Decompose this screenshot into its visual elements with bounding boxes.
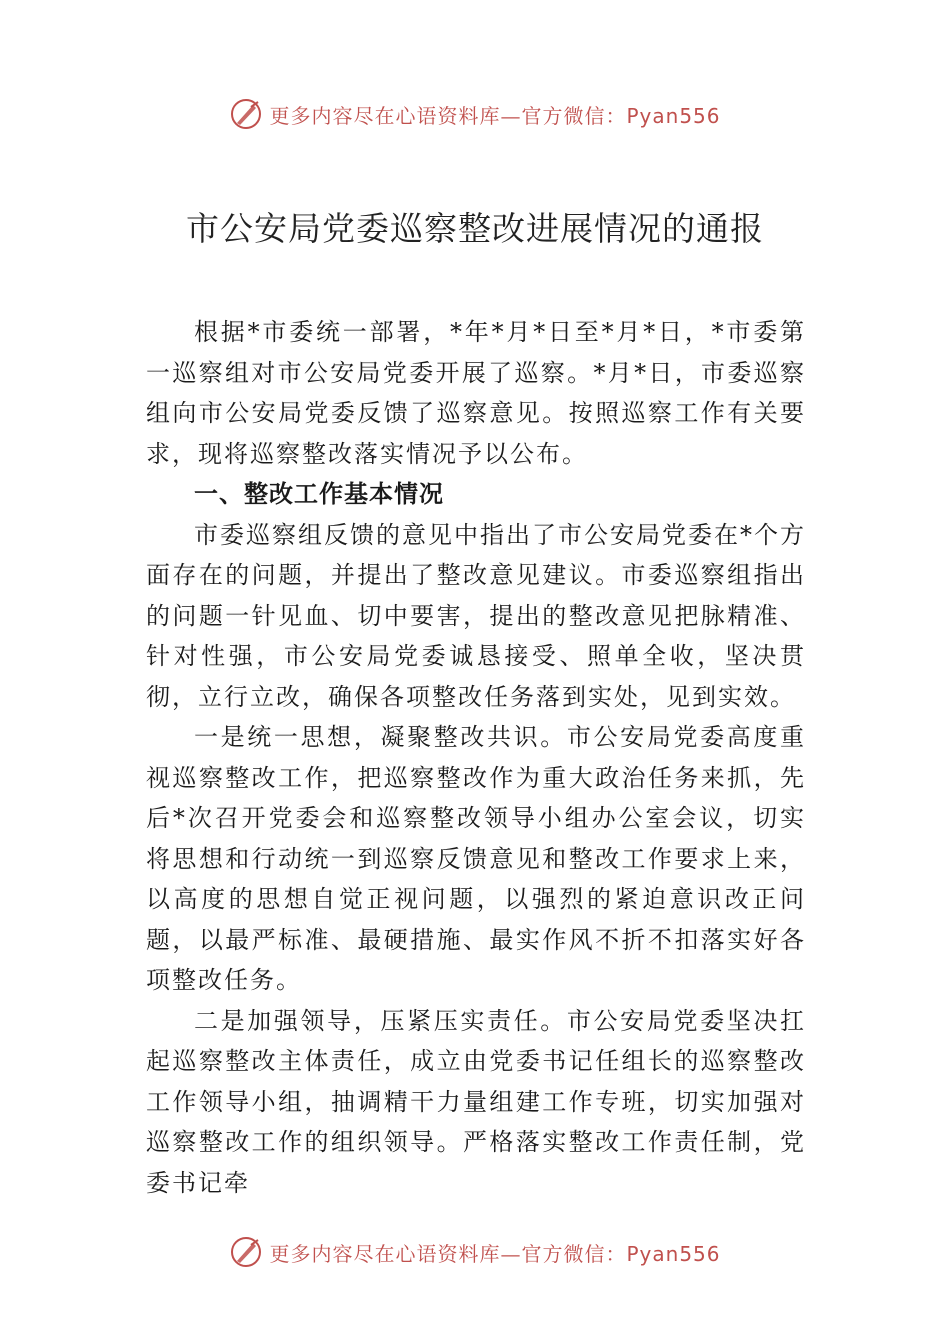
watermark-text: 更多内容尽在心语资料库—官方微信：Pyan556: [269, 1241, 721, 1266]
quill-logo-icon: [229, 1235, 263, 1269]
document-title: 市公安局党委巡察整改进展情况的通报: [186, 209, 764, 248]
watermark-id: Pyan556: [626, 103, 721, 128]
watermark-footer: [0, 1232, 950, 1272]
section-heading: 一、整改工作基本情况: [194, 480, 444, 508]
document-body: [146, 312, 806, 1203]
watermark-id: Pyan556: [626, 1241, 721, 1266]
intro-paragraph: 根据*市委统一部署，*年*月*日至*月*日，*市委第一巡察组对市公安局党委开展了巡察。*月*日，市委巡察组向市公安局党委反馈了巡察意见。按照巡察工作有关要求，现将巡察整改落实情况予以公布。: [146, 318, 806, 468]
watermark-header: [0, 94, 950, 134]
quill-logo-icon: [229, 97, 263, 131]
watermark-text: 更多内容尽在心语资料库—官方微信：Pyan556: [269, 103, 721, 128]
paragraph-2: 一是统一思想，凝聚整改共识。市公安局党委高度重视巡察整改工作，把巡察整改作为重大政治任务来抓，先后*次召开党委会和巡察整改领导小组办公室会议，切实将思想和行动统一到巡察反馈意见和整改工作要求上来，以高度的思想自觉正视问题，以强烈的紧迫意识改正问题，以最严标准、最硬措施、最实作风不折不扣落实好各项整改任务。: [146, 723, 806, 994]
paragraph-3: 二是加强领导，压紧压实责任。市公安局党委坚决扛起巡察整改主体责任，成立由党委书记任组长的巡察整改工作领导小组，抽调精干力量组建工作专班，切实加强对巡察整改工作的组织领导。严格落实整改工作责任制，党委书记牵: [146, 1006, 806, 1197]
paragraph-1: 市委巡察组反馈的意见中指出了市公安局党委在*个方面存在的问题，并提出了整改意见建议。市委巡察组指出的问题一针见血、切中要害，提出的整改意见把脉精准、针对性强，市公安局党委诚恳接受、照单全收，坚决贯彻，立行立改，确保各项整改任务落到实处，见到实效。: [146, 520, 806, 711]
